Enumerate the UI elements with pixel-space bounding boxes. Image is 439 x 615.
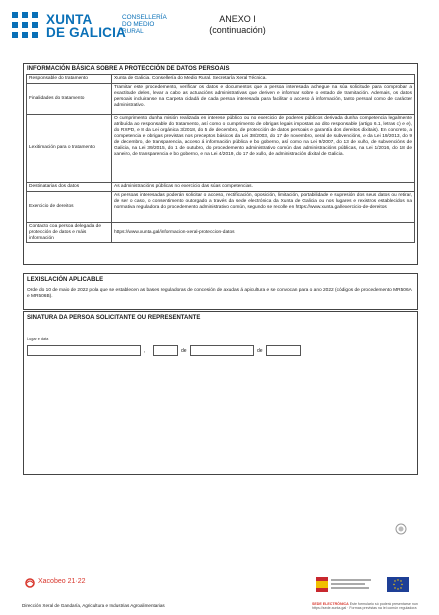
xacobeo-text: Xacobeo 21·22 (38, 578, 86, 585)
legislation-title: LEXISLACIÓN APLICABLE (27, 277, 104, 283)
de-separator-1: de (181, 348, 187, 354)
table-row (27, 183, 415, 192)
directorate-name: Dirección Xeral de Gandaría, Agricultura e Industrias Agroalimentarias (22, 603, 165, 608)
eu-flag-icon (387, 577, 409, 592)
legislation-section (23, 273, 418, 310)
data-protection-table (26, 74, 415, 243)
table-row (27, 192, 415, 223)
row-label: Responsable do tratamento (27, 75, 112, 84)
row-value: Tramitar este procedemento, verificar os datos e documentos que a persoa interesada achegue na súa solicitude para comprobar a exactitude deles, levar a cabo as actuacións administrativas que deriven e informar sobre o estado de tramitación. Ademais, os datos persoais incluiranse na Carpeta cidadá de cada persoa interesada para facilitar o acceso á información, tanto persoal como de carácter administrativo. (112, 84, 415, 115)
row-value: Xunta de Galicia. Consellería do Medio Rural. Secretaría Xeral Técnica. (112, 75, 415, 84)
sede-label: SEDE ELECTRÓNICA (312, 602, 349, 606)
row-value-link[interactable]: https://www.xunta.gal/informacion-xeral-proteccion-datos (112, 223, 415, 243)
signature-title: SINATURA DA PERSOA SOLICITANTE OU REPRESENTANTE (27, 315, 201, 321)
logo-de-galicia-text: DE GALICIA (46, 25, 127, 40)
row-label: Exercicio de dereitos (27, 192, 112, 223)
sede-text: Este formulario só poderá presentarse nun https://sede.xunta.gal · Formas previstas na lei común reguladora (312, 602, 418, 611)
annex-title: ANEXO I (219, 14, 256, 24)
row-value: As persoas interesadas poderán solicitar o acceso, rectificación, oposición, limitación, portabilidade e supresión dos seus datos ou retirar, de ser o caso, o consentimento outorgado a través da sede electrónica da Xunta de Galicia ou nos lugares e rexistros establecidos na normativa reguladora do procedemento administrativo común, segundo se recolle en https://www.xunta.gal/exercicio-de-dereitos (112, 192, 415, 223)
annex-heading (200, 14, 275, 36)
row-value: As administracións públicas no exercicio das súas competencias. (112, 183, 415, 192)
year-input[interactable] (266, 345, 301, 356)
month-input[interactable] (190, 345, 254, 356)
de-separator-2: de (257, 348, 263, 354)
xunta-logo (10, 10, 170, 58)
table-row (27, 84, 415, 115)
logo-consellaria-line-2: DO MEDIO (122, 21, 155, 28)
row-label: Finalidades do tratamento (27, 84, 112, 115)
electronic-office-notice (312, 602, 422, 610)
row-value: O cumprimento dunha misión realizada en interese público ou no exercicio de poderes públicos derivada dunha competencia legalmente atribuída ao responsable do tratamento, así como o cumprimento de obrigas legais impostas ao dito responsable (artigo 6.1, letras c) e e), do RXPD, e 8 da Lei orgánica 3/2018, do 5 de decembro, de protección de datos persoais e garantía dos dereitos dixitais). En concreto, a competencia e obrigas previstas nos preceptos básicos da Lei 38/2003, do 17 de novembro, xeral de subvencións, e da Lei 19/2013, do 9 de decembro, de transparencia, acceso á información pública e bo goberno, así como na Lei 9/2007, do 13 de xuño, de subvencións de Galicia, na Lei 39/2015, do 1 de outubro, do procedemento administrativo común das administracións públicas, na Lei 1/2016, do 18 de xaneiro, de transparencia e bo goberno, e na Lei 4/2019, do 17 de xullo, de administración dixital de Galicia. (112, 115, 415, 183)
table-row (27, 75, 415, 84)
place-input[interactable] (27, 345, 141, 356)
logo-consellaria-line-1: CONSELLERÍA (122, 14, 167, 21)
row-label: Contacto coa persoa delegada de protección de datos e máis información (27, 223, 112, 243)
certification-badge-icon (394, 523, 408, 537)
row-label: Lexitimación para o tratamento (27, 115, 112, 183)
row-label: Destinatarias dos datos (27, 183, 112, 192)
logo-xunta-text: XUNTA (46, 12, 93, 27)
data-protection-section (23, 63, 418, 265)
gobierno-emblem-icon (316, 576, 376, 593)
table-row (27, 115, 415, 183)
xacobeo-symbol-icon (25, 578, 35, 588)
table-row (27, 223, 415, 243)
legislation-text: Orde do 10 de maio de 2022 pola que se establecen as bases reguladoras de concesión de axudas á apicultura e se convocan para o ano 2022 (códigos de procedemento MR506A e MR506B). (27, 288, 412, 300)
data-protection-title: INFORMACIÓN BÁSICA SOBRE A PROTECCIÓN DE DATOS PERSOAIS (27, 66, 230, 72)
comma-separator: , (144, 348, 146, 354)
signature-section (23, 311, 418, 475)
day-input[interactable] (153, 345, 178, 356)
xunta-emblem-icon (10, 10, 42, 40)
annex-continuation: (continuación) (209, 25, 266, 35)
logo-consellaria-line-3: RURAL (122, 28, 144, 35)
gobierno-espana-logo (316, 576, 376, 593)
place-date-label: Lugar e data (27, 337, 49, 341)
xacobeo-logo (25, 577, 105, 589)
